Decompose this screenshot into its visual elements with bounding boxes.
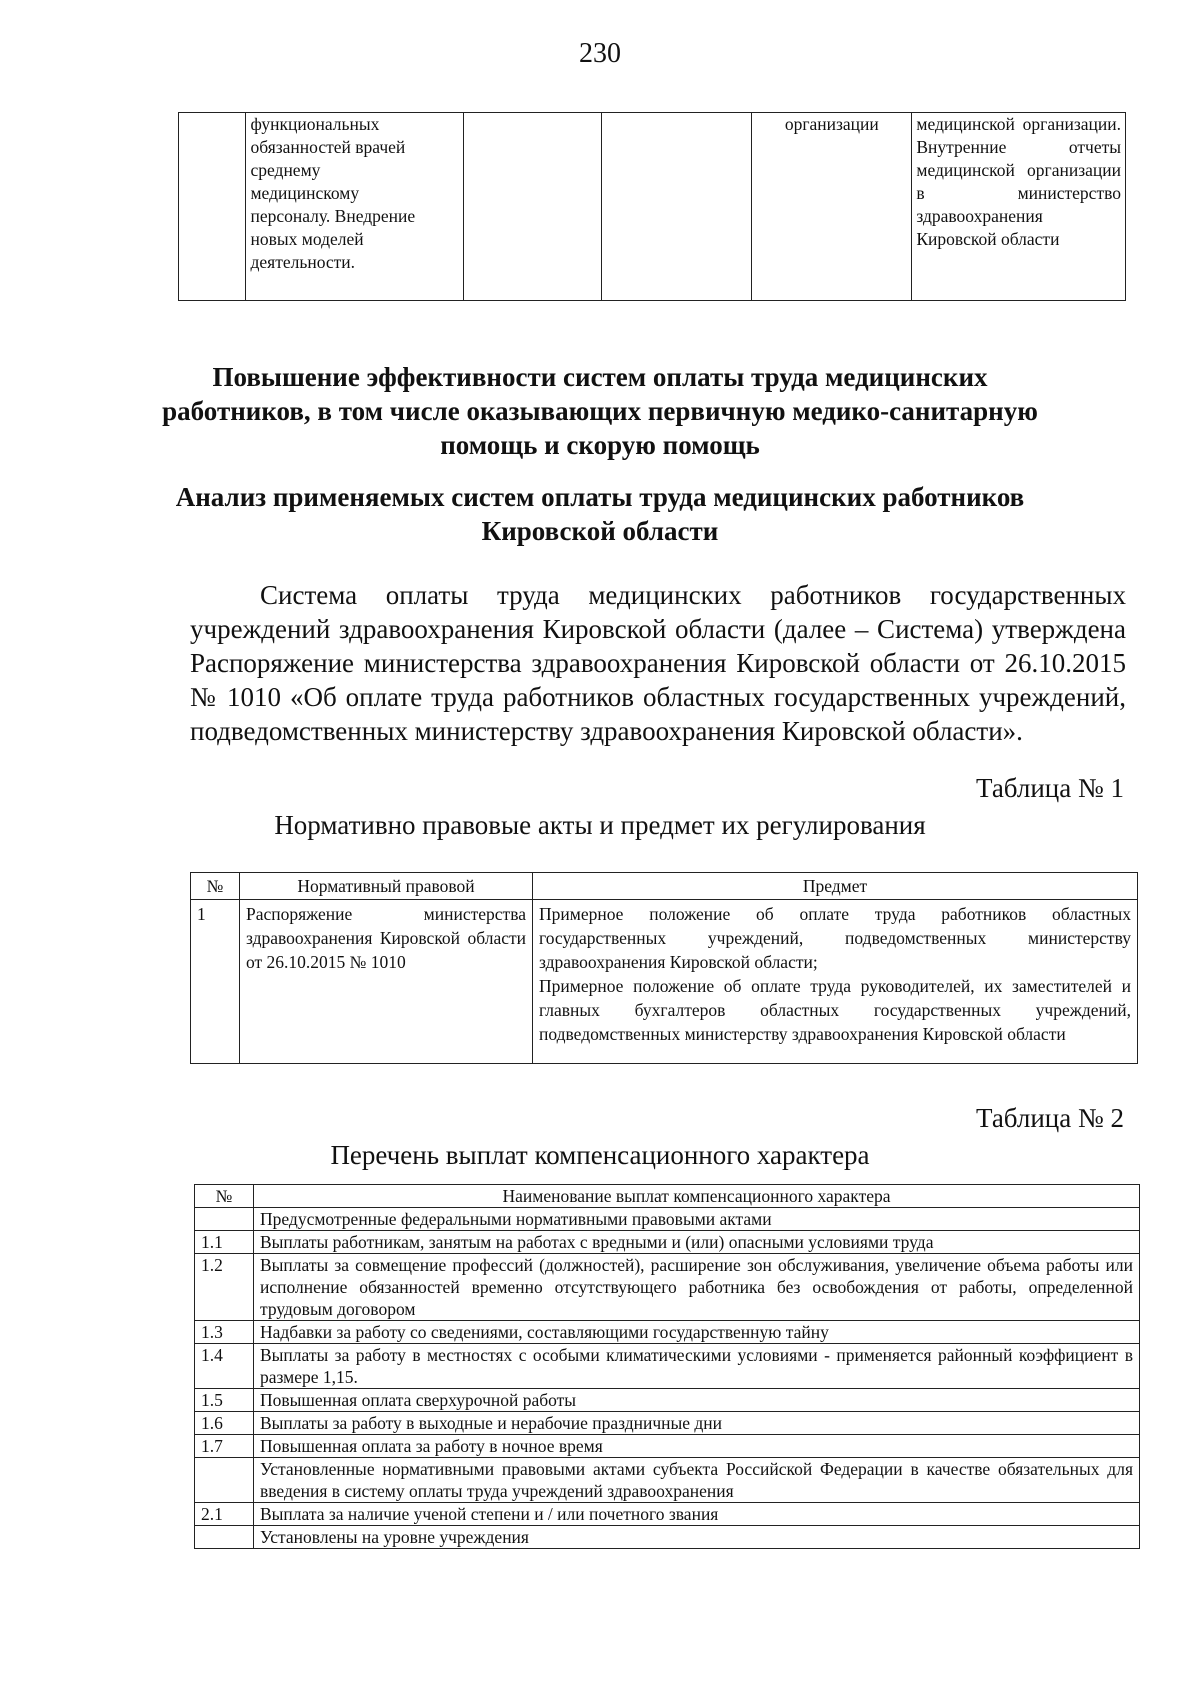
table-header-row: [191, 873, 1138, 900]
row-number: 1.2: [195, 1254, 254, 1321]
column-header: Предмет: [533, 873, 1138, 900]
row-number: 1.7: [195, 1435, 254, 1458]
row-number: 1.4: [195, 1344, 254, 1389]
table-label: Таблица № 1: [976, 773, 1124, 803]
table-row: [195, 1435, 1140, 1458]
row-number: 1.3: [195, 1321, 254, 1344]
act-cell: Распоряжение министерства здравоохранения Кировской области от 26.10.2015 № 1010: [240, 900, 533, 1064]
table-row: [179, 113, 1126, 301]
row-text: Выплаты за работу в выходные и нерабочие праздничные дни: [254, 1412, 1140, 1435]
table-row: [195, 1412, 1140, 1435]
table-cell: [246, 113, 464, 301]
subject-cell: Примерное положение об оплате труда работников областных государственных учреждений, подведомственных министерству здравоохранения Кировской области; Примерное положение об оплате труда руководителей, их заместителей и главных бухгалтеров областных государственных учреждений, подведомственных министерству здравоохранения Кировской области: [533, 900, 1138, 1064]
row-text: Выплата за наличие ученой степени и / или почетного звания: [254, 1503, 1140, 1526]
table-1: [190, 872, 1138, 1064]
table-cell: [464, 113, 602, 301]
row-number: [195, 1458, 254, 1503]
table-title: Нормативно правовые акты и предмет их регулирования: [274, 810, 926, 840]
table-cell: [912, 113, 1126, 301]
row-number: 2.1: [195, 1503, 254, 1526]
table-row: [195, 1254, 1140, 1321]
table-2: [194, 1184, 1140, 1549]
table-header-row: [195, 1185, 1140, 1208]
body-paragraph: Система оплаты труда медицинских работников государственных учреждений здравоохранения Кировской области (далее – Система) утверждена Распоряжение министерства здравоохранения Кировской области от 26.10.2015 № 1010 «Об оплате труда работников областных государственных учреждений, подведомственных министерству здравоохранения Кировской области».: [190, 580, 1126, 746]
section-heading: Повышение эффективности систем оплаты труда медицинских работников, в том числе оказывающих первичную медико-санитарную помощь и скорую помощь: [162, 362, 1038, 460]
subsection-heading: Анализ применяемых систем оплаты труда медицинских работников Кировской области: [175, 482, 1025, 546]
table-row: [195, 1503, 1140, 1526]
table-cell: [752, 113, 912, 301]
row-number: 1.5: [195, 1389, 254, 1412]
cell-text: функциональных обязанностей врачей среднему медицинскому персоналу. Внедрение новых моделей деятельности.: [250, 114, 416, 272]
row-number: 1.6: [195, 1412, 254, 1435]
row-text: Надбавки за работу со сведениями, составляющими государственную тайну: [254, 1321, 1140, 1344]
table-cell: [179, 113, 246, 301]
row-text: Установлены на уровне учреждения: [254, 1526, 1140, 1549]
row-text: Выплаты работникам, занятым на работах с вредными и (или) опасными условиями труда: [254, 1231, 1140, 1254]
cell-text: медицинской организации. Внутренние отчеты медицинской организации в министерство здравоохранения Кировской области: [916, 114, 1121, 249]
column-header: Наименование выплат компенсационного характера: [254, 1185, 1140, 1208]
row-number: 1.1: [195, 1231, 254, 1254]
row-text: Повышенная оплата сверхурочной работы: [254, 1389, 1140, 1412]
column-header: №: [195, 1185, 254, 1208]
cell-text: организации: [784, 114, 879, 134]
table-row: [195, 1526, 1140, 1549]
row-text: Предусмотренные федеральными нормативными правовыми актами: [254, 1208, 1140, 1231]
column-header: №: [191, 873, 240, 900]
table-title: Перечень выплат компенсационного характера: [330, 1140, 870, 1170]
row-text: Повышенная оплата за работу в ночное время: [254, 1435, 1140, 1458]
row-text: Установленные нормативными правовыми актами субъекта Российской Федерации в качестве обязательных для введения в систему оплаты труда учреждений здравоохранения: [254, 1458, 1140, 1503]
row-number: [195, 1208, 254, 1231]
row-text: Выплаты за работу в местностях с особыми климатическими условиями - применяется районный коэффициент в размере 1,15.: [254, 1344, 1140, 1389]
table-row: [195, 1389, 1140, 1412]
table-row: [191, 900, 1138, 1064]
table-row: [195, 1231, 1140, 1254]
continuation-table: [178, 112, 1126, 301]
table-row: [195, 1321, 1140, 1344]
table-cell: [602, 113, 752, 301]
row-number: 1: [191, 900, 240, 1064]
table-row: [195, 1344, 1140, 1389]
row-number: [195, 1526, 254, 1549]
row-text: Выплаты за совмещение профессий (должностей), расширение зон обслуживания, увеличение объема работы или исполнение обязанностей временно отсутствующего работника без освобождения от работы, определенной трудовым договором: [254, 1254, 1140, 1321]
table-label: Таблица № 2: [976, 1103, 1124, 1133]
table-row: [195, 1208, 1140, 1231]
column-header: Нормативный правовой: [240, 873, 533, 900]
table-row: [195, 1458, 1140, 1503]
page-number: 230: [579, 38, 621, 69]
